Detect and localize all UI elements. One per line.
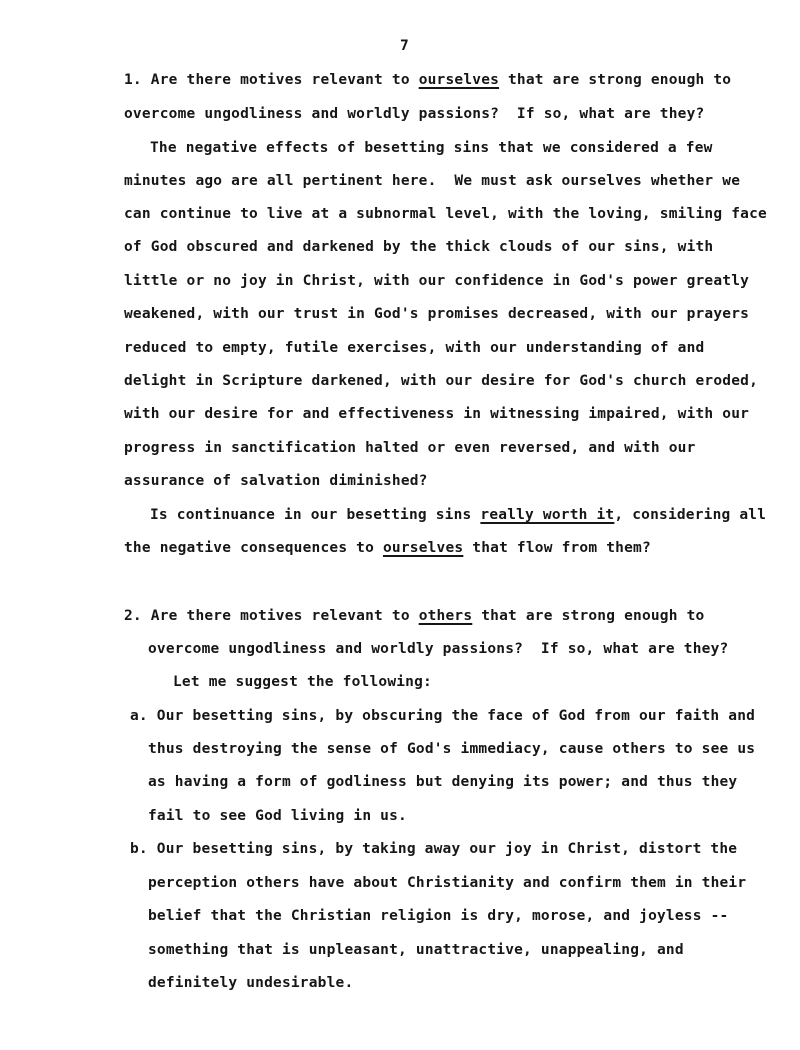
paragraph-1-line: weakened, with our trust in God's promises decreased, with our prayers [124,306,750,322]
question-2-text-end: that are strong enough to [472,608,705,624]
paragraph-1-line: reduced to empty, futile exercises, with our understanding of and [124,340,705,356]
paragraph-1-line: can continue to live at a subnormal level, with the loving, smiling face [124,206,767,222]
item-a-line: as having a form of godliness but denying its power; and thus they [148,774,738,790]
question-1-line-2: overcome ungodliness and worldly passions? If so, what are they? [124,106,705,122]
item-b-line: b. Our besetting sins, by taking away our joy in Christ, distort the [130,841,738,857]
paragraph-2-text-start: Is continuance in our besetting sins [150,507,481,523]
question-1-line-1 [124,71,731,89]
question-1-text-start: 1. Are there motives relevant to [124,72,419,88]
question-2-text-start: 2. Are there motives relevant to [124,608,419,624]
question-2-line-3: Let me suggest the following: [173,674,432,690]
paragraph-1-line: minutes ago are all pertinent here. We must ask ourselves whether we [124,173,741,189]
question-2-line-2: overcome ungodliness and worldly passions? If so, what are they? [148,641,729,657]
underlined-really-worth-it: really worth it [480,507,615,523]
paragraph-1-line: delight in Scripture darkened, with our desire for God's church eroded, [124,373,759,389]
paragraph-1-line: The negative effects of besetting sins that we considered a few [150,140,713,156]
paragraph-1-line: with our desire for and effectiveness in witnessing impaired, with our [124,406,750,422]
paragraph-2-text-end: , considering all [614,507,767,523]
paragraph-1-line: of God obscured and darkened by the thick clouds of our sins, with [124,239,714,255]
question-1-text-end: that are strong enough to [499,72,732,88]
paragraph-2-line-1 [150,506,766,524]
underlined-others: others [418,608,473,624]
item-a-line: thus destroying the sense of God's immediacy, cause others to see us [148,741,756,757]
paragraph-1-line: little or no joy in Christ, with our confidence in God's power greatly [124,273,750,289]
paragraph-2-line-2-end: that flow from them? [463,540,651,556]
paragraph-1-line: assurance of salvation diminished? [124,473,428,489]
underlined-ourselves: ourselves [418,72,500,88]
item-b-line: something that is unpleasant, unattractive, unappealing, and [148,942,684,958]
underlined-ourselves: ourselves [382,540,464,556]
paragraph-2-line-2-start: the negative consequences to [124,540,383,556]
paragraph-2-line-2 [124,539,651,557]
item-b-line: belief that the Christian religion is dry, morose, and joyless -- [148,908,729,924]
item-a-line: a. Our besetting sins, by obscuring the face of God from our faith and [130,708,756,724]
item-b-line: definitely undesirable. [148,975,354,991]
item-b-line: perception others have about Christianity and confirm them in their [148,875,747,891]
paragraph-1-line: progress in sanctification halted or even reversed, and with our [124,440,696,456]
page-number: 7 [400,38,409,54]
question-2-line-1 [124,607,704,625]
item-a-line: fail to see God living in us. [148,808,407,824]
